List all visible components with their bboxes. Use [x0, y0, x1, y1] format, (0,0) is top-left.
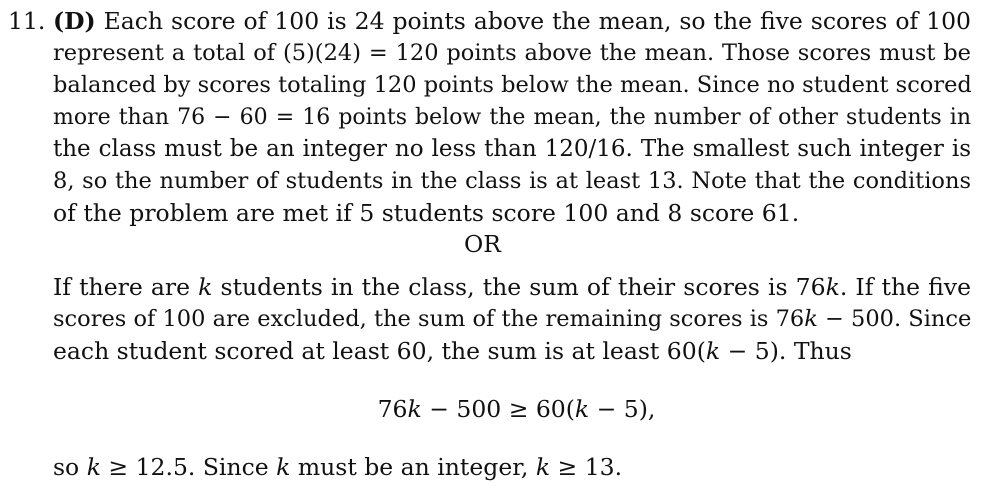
conclusion-line: so k ≥ 12.5. Since k must be an integer, k ≥ 13. — [53, 453, 623, 481]
paragraph2-line-1: If there are k students in the class, the sum of their scores is 76k. If the five — [53, 273, 971, 301]
paragraph1-line-3: balanced by scores totaling 120 points below the mean. Since no student scored — [53, 72, 972, 98]
answer-choice: (D) — [53, 7, 96, 35]
paragraph1-line-4: more than 76 − 60 = 16 points below the mean, the number of other students in — [53, 105, 971, 130]
paragraph1-line-7: of the problem are met if 5 students score 100 and 8 score 61. — [53, 199, 800, 227]
paragraph1-line-5: the class must be an integer no less than 120/16. The smallest such integer is — [53, 136, 971, 162]
problem-number-label: 11. — [8, 7, 46, 35]
paragraph2-line-2: scores of 100 are excluded, the sum of the remaining scores is 76k − 500. Since — [53, 306, 972, 332]
paragraph1-line-1 — [53, 6, 971, 37]
paragraph1-line-6: 8, so the number of students in the class is at least 13. Note that the conditions — [53, 168, 971, 194]
paragraph1-line-2: represent a total of (5)(24) = 120 points above the mean. Those scores must be — [53, 40, 971, 66]
display-equation: 76k − 500 ≥ 60(k − 5), — [377, 395, 656, 423]
paragraph1-line-1-text: Each score of 100 is 24 points above the mean, so the five scores of 100 — [103, 7, 971, 35]
problem-number — [8, 6, 45, 37]
paragraph2-line-3: each student scored at least 60, the sum is at least 60(k − 5). Thus — [53, 337, 852, 365]
or-separator: OR — [464, 230, 501, 258]
